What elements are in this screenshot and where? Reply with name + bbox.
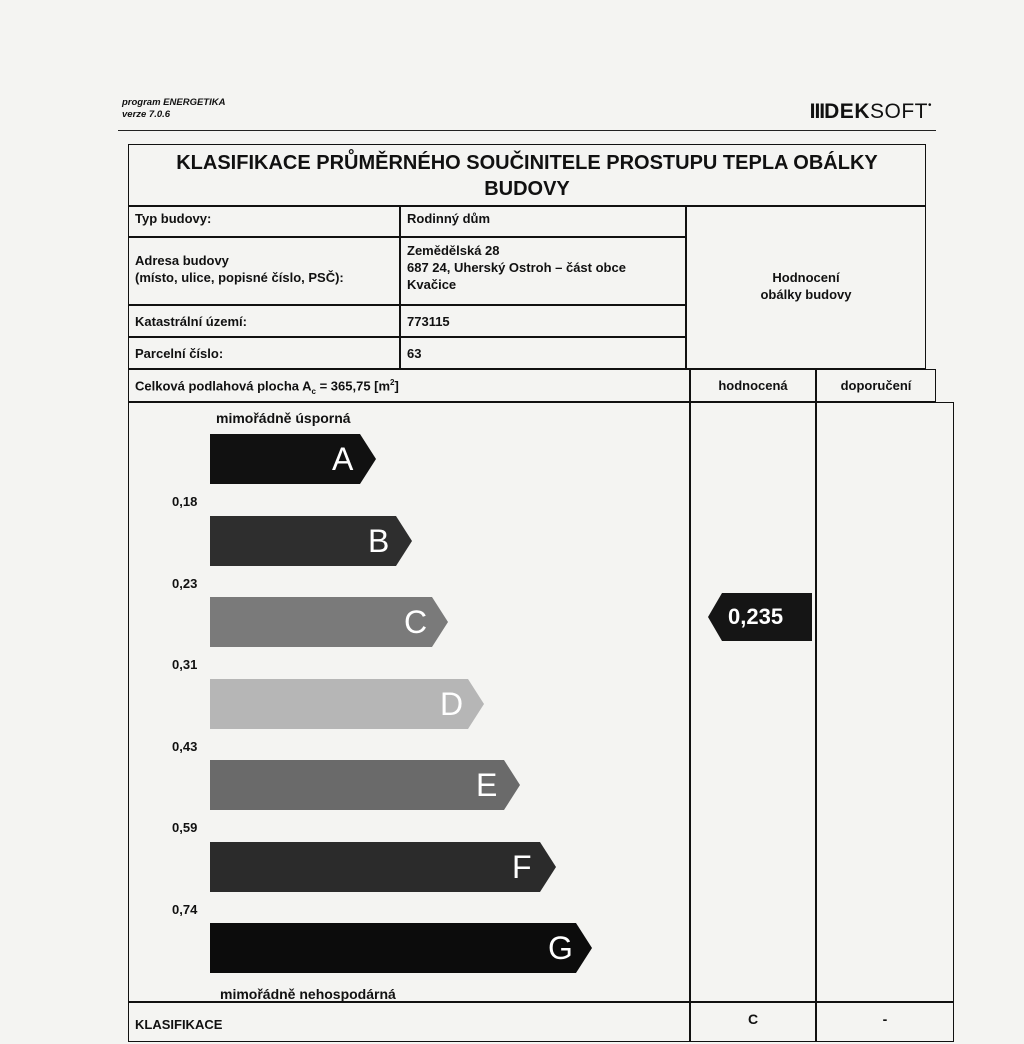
building-type-label: Typ budovy: (128, 206, 400, 237)
program-info (122, 97, 225, 121)
class-bar-e (210, 760, 522, 810)
scale-bottom-label: mimořádně nehospodárná (220, 986, 396, 1002)
rated-value-marker (708, 592, 814, 647)
program-version: verze 7.0.6 (122, 109, 171, 120)
class-threshold: 0,31 (172, 657, 198, 672)
column-recommended-header: doporučení (816, 369, 936, 402)
classification-footer-label: KLASIFIKACE (128, 1002, 690, 1042)
class-bar-g (210, 923, 594, 973)
class-threshold: 0,59 (172, 820, 198, 835)
program-name: program ENERGETIKA (122, 97, 226, 108)
building-type-value: Rodinný dům (400, 206, 686, 237)
address-label: Adresa budovy (místo, ulice, popisné číslo, PSČ): (128, 237, 400, 305)
rated-value-text: 0,235 (728, 604, 784, 629)
footer-rated-class: C (690, 1002, 816, 1042)
class-threshold: 0,23 (172, 575, 198, 591)
floor-area-label: Celková podlahová plocha $A_c = 365,75$ $[m^2]$ (128, 369, 690, 402)
scale-top-label: mimořádně úsporná (216, 410, 351, 426)
class-bar-d (210, 679, 486, 729)
cadastral-value: 773115 (400, 305, 686, 337)
class-threshold: 0,74 (172, 901, 198, 917)
class-bar-b (210, 516, 414, 566)
class-threshold: 0,43 (172, 738, 198, 754)
class-threshold: 0,18 (172, 494, 198, 509)
address-value: Zemědělská 28 687 24, Uherský Ostroh – část obce Kvačice (400, 237, 686, 305)
rated-column (690, 402, 816, 1002)
cadastral-label: Katastrální území: (128, 305, 400, 337)
column-rated-header: hodnocená (690, 369, 816, 402)
class-letter-e: E (476, 767, 498, 803)
recommended-column (816, 402, 954, 1002)
rating-header: Hodnocení obálky budovy (686, 206, 926, 369)
sheet-title: KLASIFIKACE PRŮMĚRNÉHO SOUČINITELE PROSTUPU TEPLA OBÁLKY BUDOVY (128, 144, 926, 206)
parcel-label: Parcelní číslo: (128, 337, 400, 369)
class-letter-d: D (440, 685, 464, 722)
class-letter-a: A (332, 441, 354, 477)
class-letter-b: B (368, 522, 390, 559)
dek-soft-logo: IIIDEKSOFT• (809, 100, 932, 123)
parcel-value: 63 (400, 337, 686, 369)
class-bar-c (210, 597, 450, 647)
classification-sheet (128, 144, 954, 1044)
class-letter-f: F (512, 848, 532, 885)
class-letter-c: C (404, 604, 428, 640)
class-bar-a (210, 434, 378, 484)
class-letter-g: G (548, 930, 573, 966)
header-rule (118, 130, 936, 131)
class-bar-f (210, 842, 558, 892)
footer-recommended: - (816, 1002, 954, 1042)
